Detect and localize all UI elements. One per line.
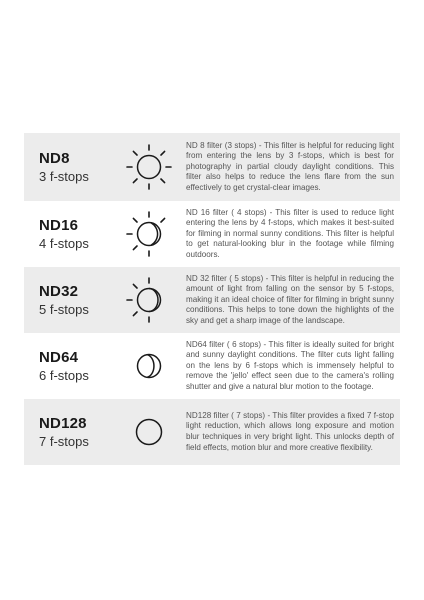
filter-description: ND 8 filter (3 stops) - This filter is helpful for reducing light from entering the lens by 3 f-stops, which is best for photography in partial cloudy daylight conditions. This filter also helps to reduce the lens flare from the sun effectively to get crystal-clear images. (186, 140, 394, 192)
filter-row-nd128 (24, 399, 400, 465)
filter-stops: 7 f-stops (39, 433, 89, 449)
filter-description: ND128 filter ( 7 stops) - This filter provides a fixed 7 f-stop light reduction, which allows long exposure and motion blur techniques in very bright light. This unlocks depth of field effects, motion blur and more creative flexibility. (186, 410, 394, 452)
filter-name: ND64 (39, 348, 79, 366)
filter-stops: 4 f-stops (39, 235, 89, 251)
filter-name: ND16 (39, 216, 79, 234)
filter-label (24, 415, 114, 450)
filter-row-nd16 (24, 201, 400, 267)
filter-row-nd8 (24, 133, 400, 201)
crescent-moon-icon (120, 337, 178, 395)
filter-row-nd64 (24, 333, 400, 399)
filter-label (24, 150, 114, 185)
circle-outline-icon (120, 403, 178, 461)
nd-filter-comparison-panel (24, 133, 400, 465)
filter-stops: 5 f-stops (39, 301, 89, 317)
filter-label (24, 217, 114, 252)
filter-stops: 3 f-stops (39, 168, 89, 184)
filter-label (24, 349, 114, 384)
filter-label (24, 283, 114, 318)
filter-description: ND 32 filter ( 5 stops) - This filter is helpful in reducing the amount of light from falling on the sensor by 5 f-stops, making it an ideal choice of filter for filming in bright sunny conditions. This helps to tone down the highlights of the sky and get a sharp image of the landscape. (186, 273, 394, 325)
sun-full-icon (120, 138, 178, 196)
filter-name: ND8 (39, 149, 70, 167)
filter-name: ND128 (39, 414, 87, 432)
filter-row-nd32 (24, 267, 400, 333)
filter-stops: 6 f-stops (39, 367, 89, 383)
filter-name: ND32 (39, 282, 79, 300)
sun-partial-2-icon (120, 271, 178, 329)
filter-description: ND 16 filter ( 4 stops) - This filter is used to reduce light entering the lens by 4 f-stops, which makes it best-suited for filming in normal sunny conditions. This filter is helpful to get natural-looking blur in the footage while filming outdoors. (186, 207, 394, 259)
sun-partial-1-icon (120, 205, 178, 263)
filter-description: ND64 filter ( 6 stops) - This filter is ideally suited for bright and sunny daylight conditions. The filter cuts light falling on the lens by 6 f-stops which is immensely helpful to remove the 'jello' effect seen due to the camera's rolling shutter and give a natural blur motion to the footage. (186, 339, 394, 391)
